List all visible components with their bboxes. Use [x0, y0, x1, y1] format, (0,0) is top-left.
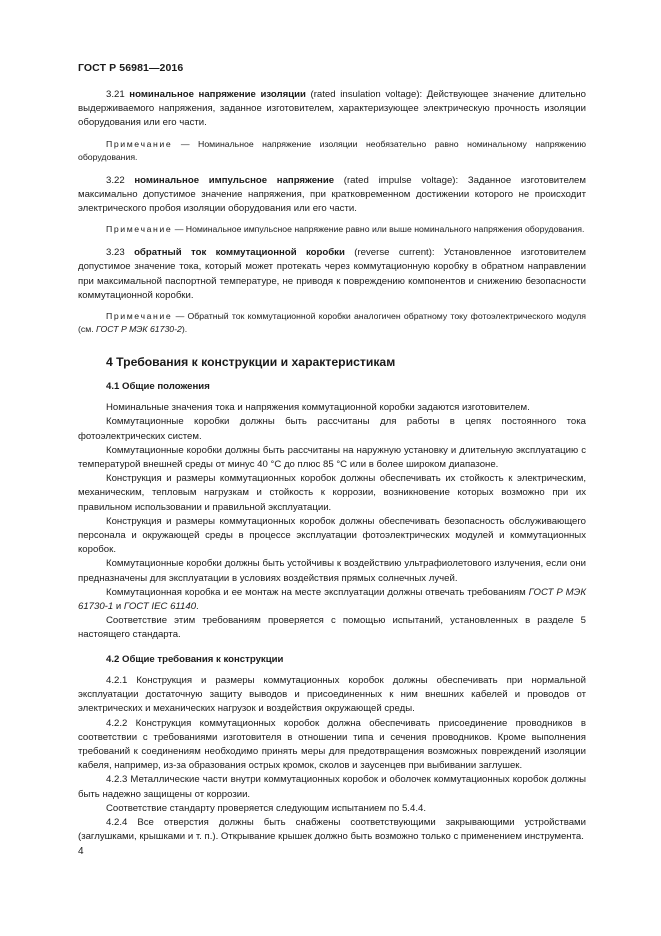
definition-text: (rated impulse voltage): Заданное изготовителем максимально допустимое значение напряжения, при кратковременном достижении которого не происходит электрического пробоя изоляции оборудования или его части.: [78, 174, 586, 215]
clause-4-2-4: 4.2.4 Все отверстия должны быть снабжены соответствующими закрывающими устройствами (заглушками, крышками и т. п.). Открывание крышек должно быть возможно только с применением инструмента.: [78, 816, 586, 843]
clause-4-2-3: 4.2.3 Металлические части внутри коммутационных коробок и оболочек коммутационных коробок должны быть надежно защищены от коррозии.: [78, 774, 586, 800]
standard-reference: ГОСТ Р МЭК 61730-2: [96, 324, 182, 335]
note-3-22: [78, 223, 586, 236]
definition-3-21: [78, 88, 586, 131]
paragraph-text: .: [196, 601, 199, 613]
subsection-heading-4-2: 4.2 Общие требования к конструкции: [106, 653, 284, 665]
paragraph: [78, 586, 586, 614]
term: обратный ток коммутационной коробки: [134, 247, 345, 259]
standard-reference: ГОСТ IEC 61140: [123, 601, 197, 613]
paragraph: Конструкция и размеры коммутационных коробок должны обеспечивать безопасность обслуживающего персонала и окружающей среды в процессе эксплуатации фотоэлектрических модулей и коммутационных коробок.: [78, 515, 586, 556]
paragraph: Соответствие стандарту проверяется следующим испытанием по 5.4.4.: [106, 802, 426, 814]
page-number: 4: [78, 846, 84, 857]
note-3-21: [78, 138, 586, 164]
clause-number: 3.22: [106, 174, 135, 186]
clause-number: 3.23: [106, 247, 135, 259]
note-text: — Номинальное напряжение изоляции необязательно равно номинальному напряжению оборудования.: [78, 138, 586, 162]
paragraph: Конструкция и размеры коммутационных коробок должны обеспечивать их стойкость к электрическим, механическим, тепловым нагрузкам и стойкость к коррозии, возникновение которых возможно при их правильном использовании и правильной эксплуатации.: [78, 473, 586, 513]
definition-3-22: [78, 174, 586, 217]
definition-text: (rated insulation voltage): Действующее значение длительно выдерживаемого напряжения, заданное изготовителем, характеризующее электрическую прочность изоляции оборудования или его части.: [78, 89, 587, 129]
clause-4-2-2: 4.2.2 Конструкция коммутационных коробок должна обеспечивать присоединение проводников в соответствии с требованиями изготовителя в отношении типа и сечения проводников. Кроме выполнения требований к соединениям необходимо принять меры для предотвращения возможных повреждений изоляции кабеля, например, из-за образования острых кромок, сколов и заусенцев при выбивании заглушек.: [78, 717, 586, 772]
paragraph: Номинальные значения тока и напряжения коммутационной коробки задаются изготовителем.: [106, 402, 530, 414]
paragraph: Коммутационные коробки должны быть рассчитаны на наружную установку и длительную эксплуатацию с температурой внешней среды от минус 40 °С до плюс 85 °С или в более широком диапазоне.: [78, 444, 586, 471]
note-label: Примечание: [106, 224, 173, 235]
note-3-23: [78, 310, 586, 336]
term: номинальное напряжение изоляции: [129, 89, 306, 100]
note-label: Примечание: [106, 311, 173, 322]
note-text-end: ).: [181, 324, 188, 335]
note-label: Примечание: [106, 138, 173, 149]
section-heading-4: 4 Требования к конструкции и характеристикам: [106, 355, 396, 370]
definition-text: (reverse current): Установленное изготовителем допустимое значение тока, который может протекать через коммутационную коробку в обратном направлении при максимальной паспортной температуре, не приводя к повреждению компонентов и снижению безопасности коммутационной коробки.: [78, 247, 586, 301]
paragraph-text: Коммутационная коробка и ее монтаж на месте эксплуатации должны отвечать требованиям: [106, 586, 529, 598]
standard-reference: ГОСТ Р МЭК 61730-1: [78, 586, 586, 613]
clause-number: 3.21: [106, 89, 130, 100]
clause-4-2-1: 4.2.1 Конструкция и размеры коммутационных коробок должны обеспечивать при нормальной эксплуатации достаточную защиту выводов и присоединенных к ним внешних кабелей и проводов от электрических и механических нагрузок и воздействия окружающей среды.: [78, 674, 586, 715]
paragraph: Коммутационные коробки должны быть устойчивы к воздействию ультрафиолетового излучения, если они предназначены для эксплуатации в условиях воздействия прямых солнечных лучей.: [78, 558, 586, 584]
note-text: — Номинальное импульсное напряжение равно или выше номинального напряжения оборудования.: [172, 224, 585, 235]
paragraph: Коммутационные коробки должны быть рассчитаны для работы в цепях постоянного тока фотоэлектрических систем.: [78, 416, 586, 442]
subsection-heading-4-1: 4.1 Общие положения: [106, 381, 210, 393]
definition-3-23: [78, 246, 586, 303]
paragraph: Соответствие этим требованиям проверяется с помощью испытаний, установленных в разделе 5 настоящего стандарта.: [78, 615, 586, 641]
document-body: [78, 88, 586, 844]
paragraph-text: и: [113, 601, 124, 613]
standard-header: ГОСТ Р 56981—2016: [78, 62, 184, 74]
note-text: — Обратный ток коммутационной коробки аналогичен обратному току фотоэлектрического модуля (см.: [78, 311, 586, 335]
term: номинальное импульсное напряжение: [134, 174, 335, 186]
